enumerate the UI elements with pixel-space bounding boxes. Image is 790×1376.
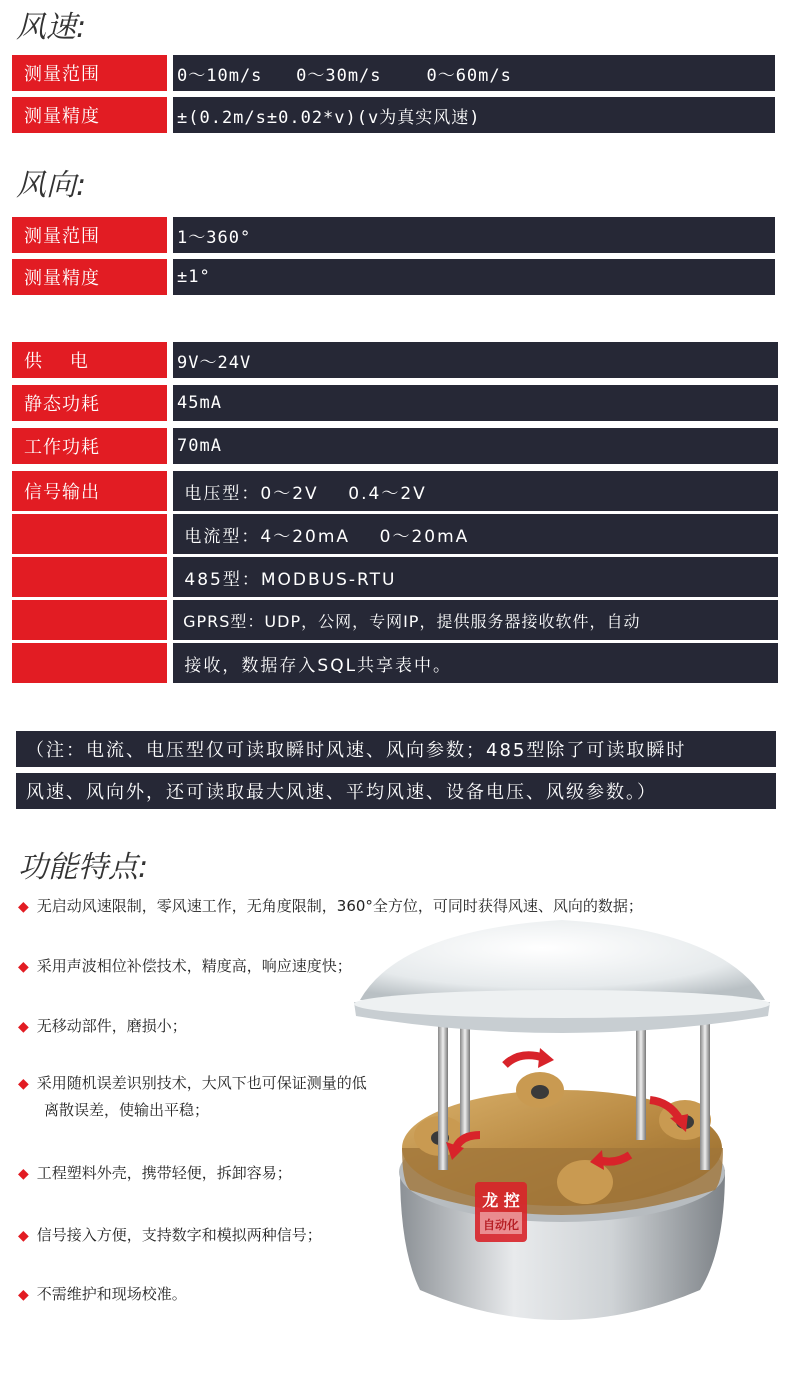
feature-item: ◆ 不需维护和现场校准。: [18, 1285, 187, 1303]
row-label: 静态功耗: [12, 385, 167, 421]
spec-row-power: [12, 342, 778, 378]
feature-item: ◆ 采用随机误差识别技术，大风下也可保证测量的低 离散误差，使输出平稳；: [18, 1074, 367, 1119]
row-value: ±1°: [173, 259, 775, 295]
wind-direction-range-row: [12, 217, 775, 253]
row-value: 电压型：0～2V 0.4～2V: [173, 471, 778, 511]
logo-subtext: 自动化: [482, 1218, 520, 1232]
diamond-icon: ◆: [18, 1287, 29, 1303]
row-value: 1～360°: [173, 217, 775, 253]
diamond-icon: ◆: [18, 1228, 29, 1244]
row-value: GPRS型：UDP，公网，专网IP，提供服务器接收软件，自动: [173, 600, 778, 640]
spec-row-output-current: [12, 514, 778, 554]
row-label: 测量范围: [12, 55, 167, 91]
spec-row-working: [12, 428, 778, 464]
row-label: 工作功耗: [12, 428, 167, 464]
row-value: 45mA: [173, 385, 778, 421]
row-label: 测量精度: [12, 97, 167, 133]
row-value: 485型：MODBUS-RTU: [173, 557, 778, 597]
row-value: 接收，数据存入SQL共享表中。: [173, 643, 778, 683]
feature-item: ◆ 工程塑料外壳，携带轻便，拆卸容易；: [18, 1164, 292, 1182]
spec-row-output-485: [12, 557, 778, 597]
diamond-icon: ◆: [18, 959, 29, 975]
row-label: 信号输出: [12, 471, 167, 511]
diamond-icon: ◆: [18, 1076, 29, 1092]
wind-speed-heading: 风速:: [16, 10, 87, 45]
ultrasonic-anemometer-image: [340, 920, 780, 1340]
row-label: [12, 600, 167, 640]
spec-row-output-gprs: [12, 600, 778, 640]
wind-direction-accuracy-row: [12, 259, 775, 295]
feature-item: ◆ 无移动部件，磨损小；: [18, 1017, 187, 1035]
row-value: 70mA: [173, 428, 778, 464]
note-line-2: 风速、风向外，还可读取最大风速、平均风速、设备电压、风级参数。）: [16, 773, 776, 809]
spec-row-output-voltage: [12, 471, 778, 511]
row-value: 电流型：4～20mA 0～20mA: [173, 514, 778, 554]
row-value: 9V～24V: [173, 342, 778, 378]
row-label: 测量精度: [12, 259, 167, 295]
row-label: 测量范围: [12, 217, 167, 253]
feature-item: ◆ 信号接入方便，支持数字和模拟两种信号；: [18, 1226, 322, 1244]
row-label: [12, 643, 167, 683]
row-value: 0～10m/s 0～30m/s 0～60m/s: [173, 55, 775, 91]
spec-row-static: [12, 385, 778, 421]
row-label: 供 电: [12, 342, 167, 378]
feature-item: ◆ 采用声波相位补偿技术，精度高，响应速度快；: [18, 957, 352, 975]
diamond-icon: ◆: [18, 1019, 29, 1035]
row-value: ±(0.2m/s±0.02*v)(v为真实风速): [173, 97, 775, 133]
wind-speed-accuracy-row: [12, 97, 775, 133]
logo-text: 龙 控: [482, 1191, 520, 1210]
row-label: [12, 514, 167, 554]
feature-item: ◆ 无启动风速限制，零风速工作，无角度限制，360°全方位，可同时获得风速、风向的数据；: [18, 897, 643, 915]
spec-row-output-gprs-cont: [12, 643, 778, 683]
features-heading: 功能特点:: [18, 850, 149, 885]
wind-speed-range-row: [12, 55, 775, 91]
wind-direction-heading: 风向:: [16, 168, 87, 203]
diamond-icon: ◆: [18, 1166, 29, 1182]
diamond-icon: ◆: [18, 899, 29, 915]
note-line-1: （注：电流、电压型仅可读取瞬时风速、风向参数；485型除了可读取瞬时: [16, 731, 776, 767]
row-label: [12, 557, 167, 597]
